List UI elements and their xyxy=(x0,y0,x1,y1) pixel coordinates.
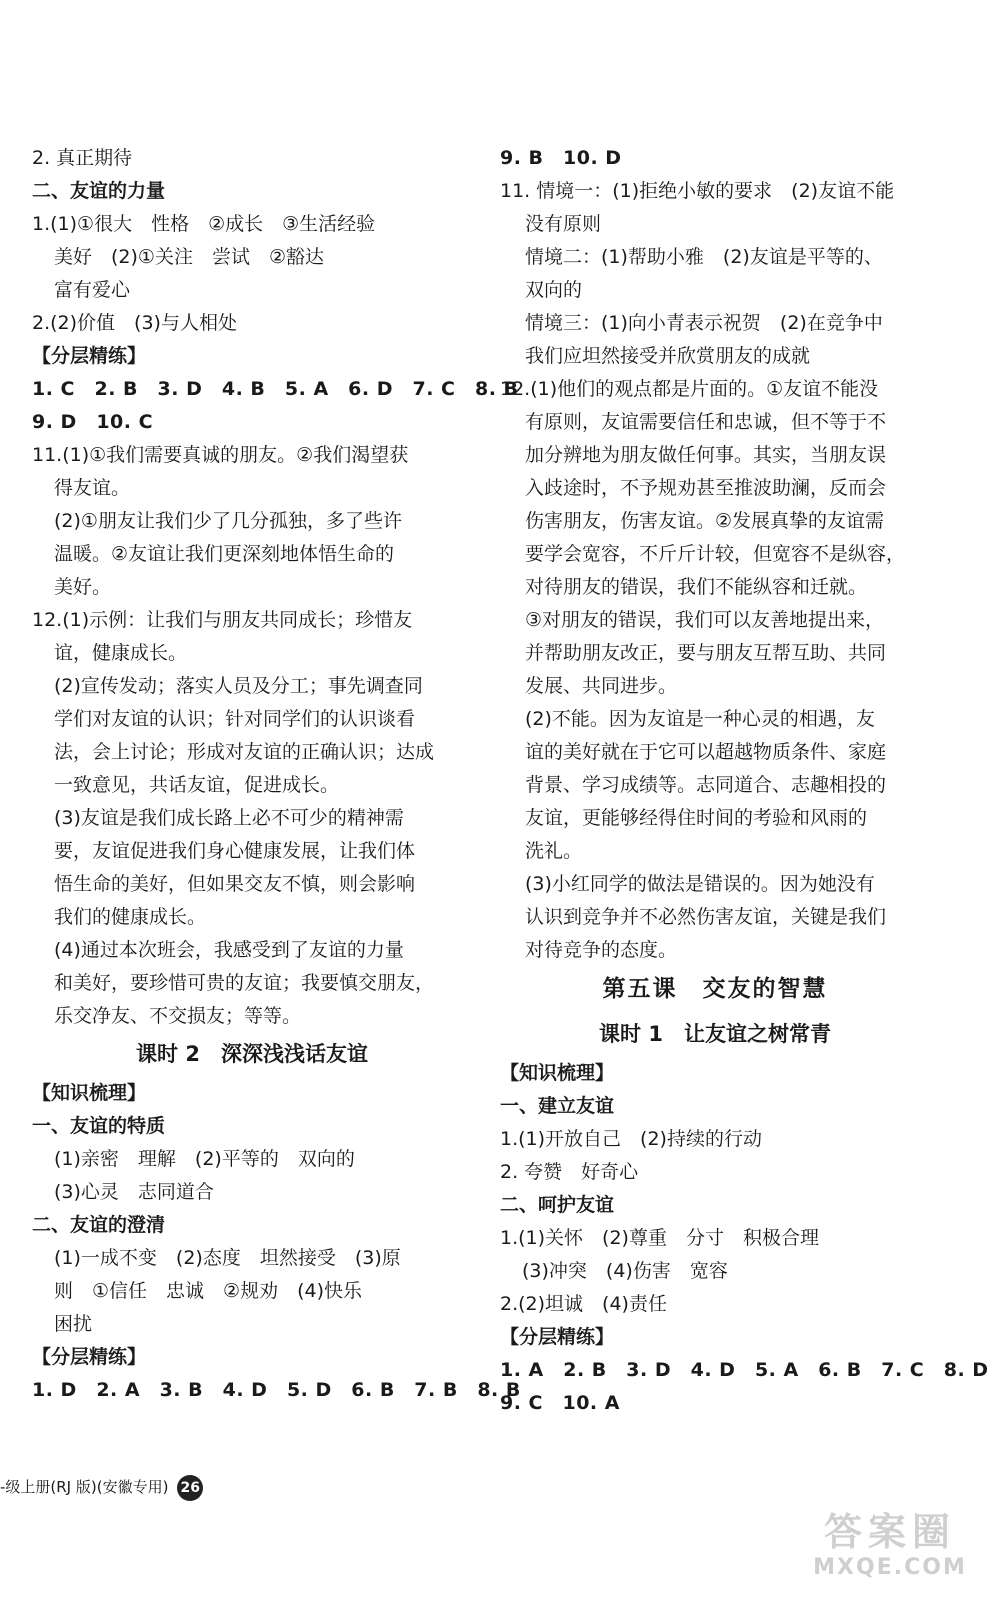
text-line: 伤害朋友，伤害友谊。②发展真挚的友谊需 xyxy=(525,510,885,532)
section-heading: 二、友谊的澄清 xyxy=(32,1214,166,1236)
text-line: (3)冲突 (4)伤害 宽容 xyxy=(522,1260,728,1282)
text-line: 1.(1)①很大 性格 ②成长 ③生活经验 xyxy=(32,213,376,235)
text-line: (1)亲密 理解 (2)平等的 双向的 xyxy=(54,1148,355,1170)
text-line: 1.(1)关怀 (2)尊重 分寸 积极合理 xyxy=(500,1227,819,1249)
text-line: 乐交净友、不交损友；等等。 xyxy=(54,1005,302,1027)
text-line: 友谊，更能够经得住时间的考验和风雨的 xyxy=(525,807,868,829)
text-line: (2)宣传发动；落实人员及分工；事先调查同 xyxy=(54,675,423,697)
text-line: 情境三：(1)向小青表示祝贺 (2)在竞争中 xyxy=(525,312,883,334)
left-column xyxy=(32,142,521,1407)
text-line: (4)通过本次班会，我感受到了友谊的力量 xyxy=(54,939,404,961)
text-line: (1)一成不变 (2)态度 坦然接受 (3)原 xyxy=(54,1247,401,1269)
text-line: 没有原则 xyxy=(525,213,602,235)
answer-line: 1. A 2. B 3. D 4. D 5. A 6. B 7. C 8. D xyxy=(500,1359,989,1381)
text-line: 发展、共同进步。 xyxy=(525,675,678,697)
section-heading: 【分层精练】 xyxy=(32,1346,147,1368)
section-heading: 【分层精练】 xyxy=(32,345,147,367)
text-line: 11.(1)①我们需要真诚的朋友。②我们渴望获 xyxy=(32,444,409,466)
answer-line: 9. C 10. A xyxy=(500,1392,620,1414)
lesson-title: 第五课 交友的智慧 xyxy=(602,976,828,1002)
answer-line: 1. C 2. B 3. D 4. B 5. A 6. D 7. C 8. B xyxy=(32,378,519,400)
text-line: 12.(1)他们的观点都是片面的。①友谊不能没 xyxy=(500,378,879,400)
answer-line: 9. D 10. C xyxy=(32,411,154,433)
watermark-url: MXQE.COM xyxy=(813,1555,967,1580)
text-line: 12.(1)示例：让我们与朋友共同成长；珍惜友 xyxy=(32,609,413,631)
answer-line: 9. B 10. D xyxy=(500,147,622,169)
text-line: 认识到竞争并不必然伤害友谊，关键是我们 xyxy=(525,906,887,928)
text-line: 我们应坦然接受并欣赏朋友的成就 xyxy=(525,345,811,367)
text-line: 对待竞争的态度。 xyxy=(525,939,678,961)
text-line: 一致意见，共话友谊，促进成长。 xyxy=(54,774,340,796)
text-line: 谊的美好就在于它可以超越物质条件、家庭 xyxy=(525,741,887,763)
section-heading: 二、友谊的力量 xyxy=(32,180,166,202)
text-line: 洗礼。 xyxy=(525,840,583,862)
text-line: 有原则，友谊需要信任和忠诚，但不等于不 xyxy=(525,411,887,433)
section-heading: 一、友谊的特质 xyxy=(32,1115,166,1137)
section-heading: 二、呵护友谊 xyxy=(500,1194,615,1216)
section-heading: 【知识梳理】 xyxy=(500,1062,615,1084)
text-line: 悟生命的美好，但如果交友不慎，则会影响 xyxy=(54,873,416,895)
text-line: 我们的健康成长。 xyxy=(54,906,207,928)
text-line: 和美好，要珍惜可贵的友谊；我要慎交朋友， xyxy=(54,972,435,994)
text-line: (3)小红同学的做法是错误的。因为她没有 xyxy=(525,873,875,895)
text-line: 双向的 xyxy=(525,279,583,301)
text-line: 11. 情境一：(1)拒绝小敏的要求 (2)友谊不能 xyxy=(500,180,895,202)
text-line: 并帮助朋友改正，要与朋友互帮互助、共同 xyxy=(525,642,887,664)
answer-line: 1. D 2. A 3. B 4. D 5. D 6. B 7. B 8. B xyxy=(32,1379,521,1401)
footer-book-title: -级上册(RJ 版)(安徽专用) xyxy=(0,1478,169,1496)
subsection-title: 课时 1 让友谊之树常青 xyxy=(599,1022,831,1046)
text-line: ③对朋友的错误，我们可以友善地提出来， xyxy=(525,609,885,631)
text-line: 入歧途时，不予规劝甚至推波助澜，反而会 xyxy=(525,477,887,499)
text-line: 美好。 xyxy=(54,576,112,598)
text-line: 加分辨地为朋友做任何事。其实，当朋友误 xyxy=(525,444,887,466)
text-line: 1.(1)开放自己 (2)持续的行动 xyxy=(500,1128,762,1150)
text-line: (2)不能。因为友谊是一种心灵的相遇，友 xyxy=(525,708,875,730)
text-line: 要学会宽容，不斤斤计较，但宽容不是纵容， xyxy=(525,543,906,565)
section-heading: 一、建立友谊 xyxy=(500,1095,615,1117)
text-line: 2. 夸赞 好奇心 xyxy=(500,1161,639,1183)
text-line: 富有爱心 xyxy=(54,279,131,301)
text-line: 困扰 xyxy=(54,1313,93,1335)
text-line: 2. 真正期待 xyxy=(32,147,133,169)
text-line: 得友谊。 xyxy=(54,477,131,499)
text-line: 谊，健康成长。 xyxy=(54,642,188,664)
text-line: 法，会上讨论；形成对友谊的正确认识；达成 xyxy=(54,741,435,763)
text-line: 要，友谊促进我们身心健康发展，让我们体 xyxy=(54,840,416,862)
text-line: 则 ①信任 忠诚 ②规劝 (4)快乐 xyxy=(54,1280,362,1302)
text-line: (3)心灵 志同道合 xyxy=(54,1181,214,1203)
text-line: 2.(2)价值 (3)与人相处 xyxy=(32,312,237,334)
watermark xyxy=(800,1510,980,1590)
text-line: 2.(2)坦诚 (4)责任 xyxy=(500,1293,667,1315)
text-line: 温暖。②友谊让我们更深刻地体悟生命的 xyxy=(54,543,395,565)
section-heading: 【知识梳理】 xyxy=(32,1082,147,1104)
text-line: 背景、学习成绩等。志同道合、志趣相投的 xyxy=(525,774,887,796)
watermark-logo: 答案圈 xyxy=(823,1510,956,1554)
section-heading: 【分层精练】 xyxy=(500,1326,615,1348)
text-line: 美好 (2)①关注 尝试 ②豁达 xyxy=(54,246,324,268)
text-line: 情境二：(1)帮助小雅 (2)友谊是平等的、 xyxy=(525,246,883,268)
page-footer xyxy=(0,1474,203,1501)
right-column xyxy=(500,142,989,1420)
text-line: 学们对友谊的认识；针对同学们的认识谈看 xyxy=(54,708,416,730)
page-number: 26 xyxy=(177,1475,203,1501)
text-line: (3)友谊是我们成长路上必不可少的精神需 xyxy=(54,807,404,829)
text-line: 对待朋友的错误，我们不能纵容和迁就。 xyxy=(525,576,868,598)
subsection-title: 课时 2 深深浅浅话友谊 xyxy=(136,1042,368,1066)
text-line: (2)①朋友让我们少了几分孤独，多了些许 xyxy=(54,510,402,532)
